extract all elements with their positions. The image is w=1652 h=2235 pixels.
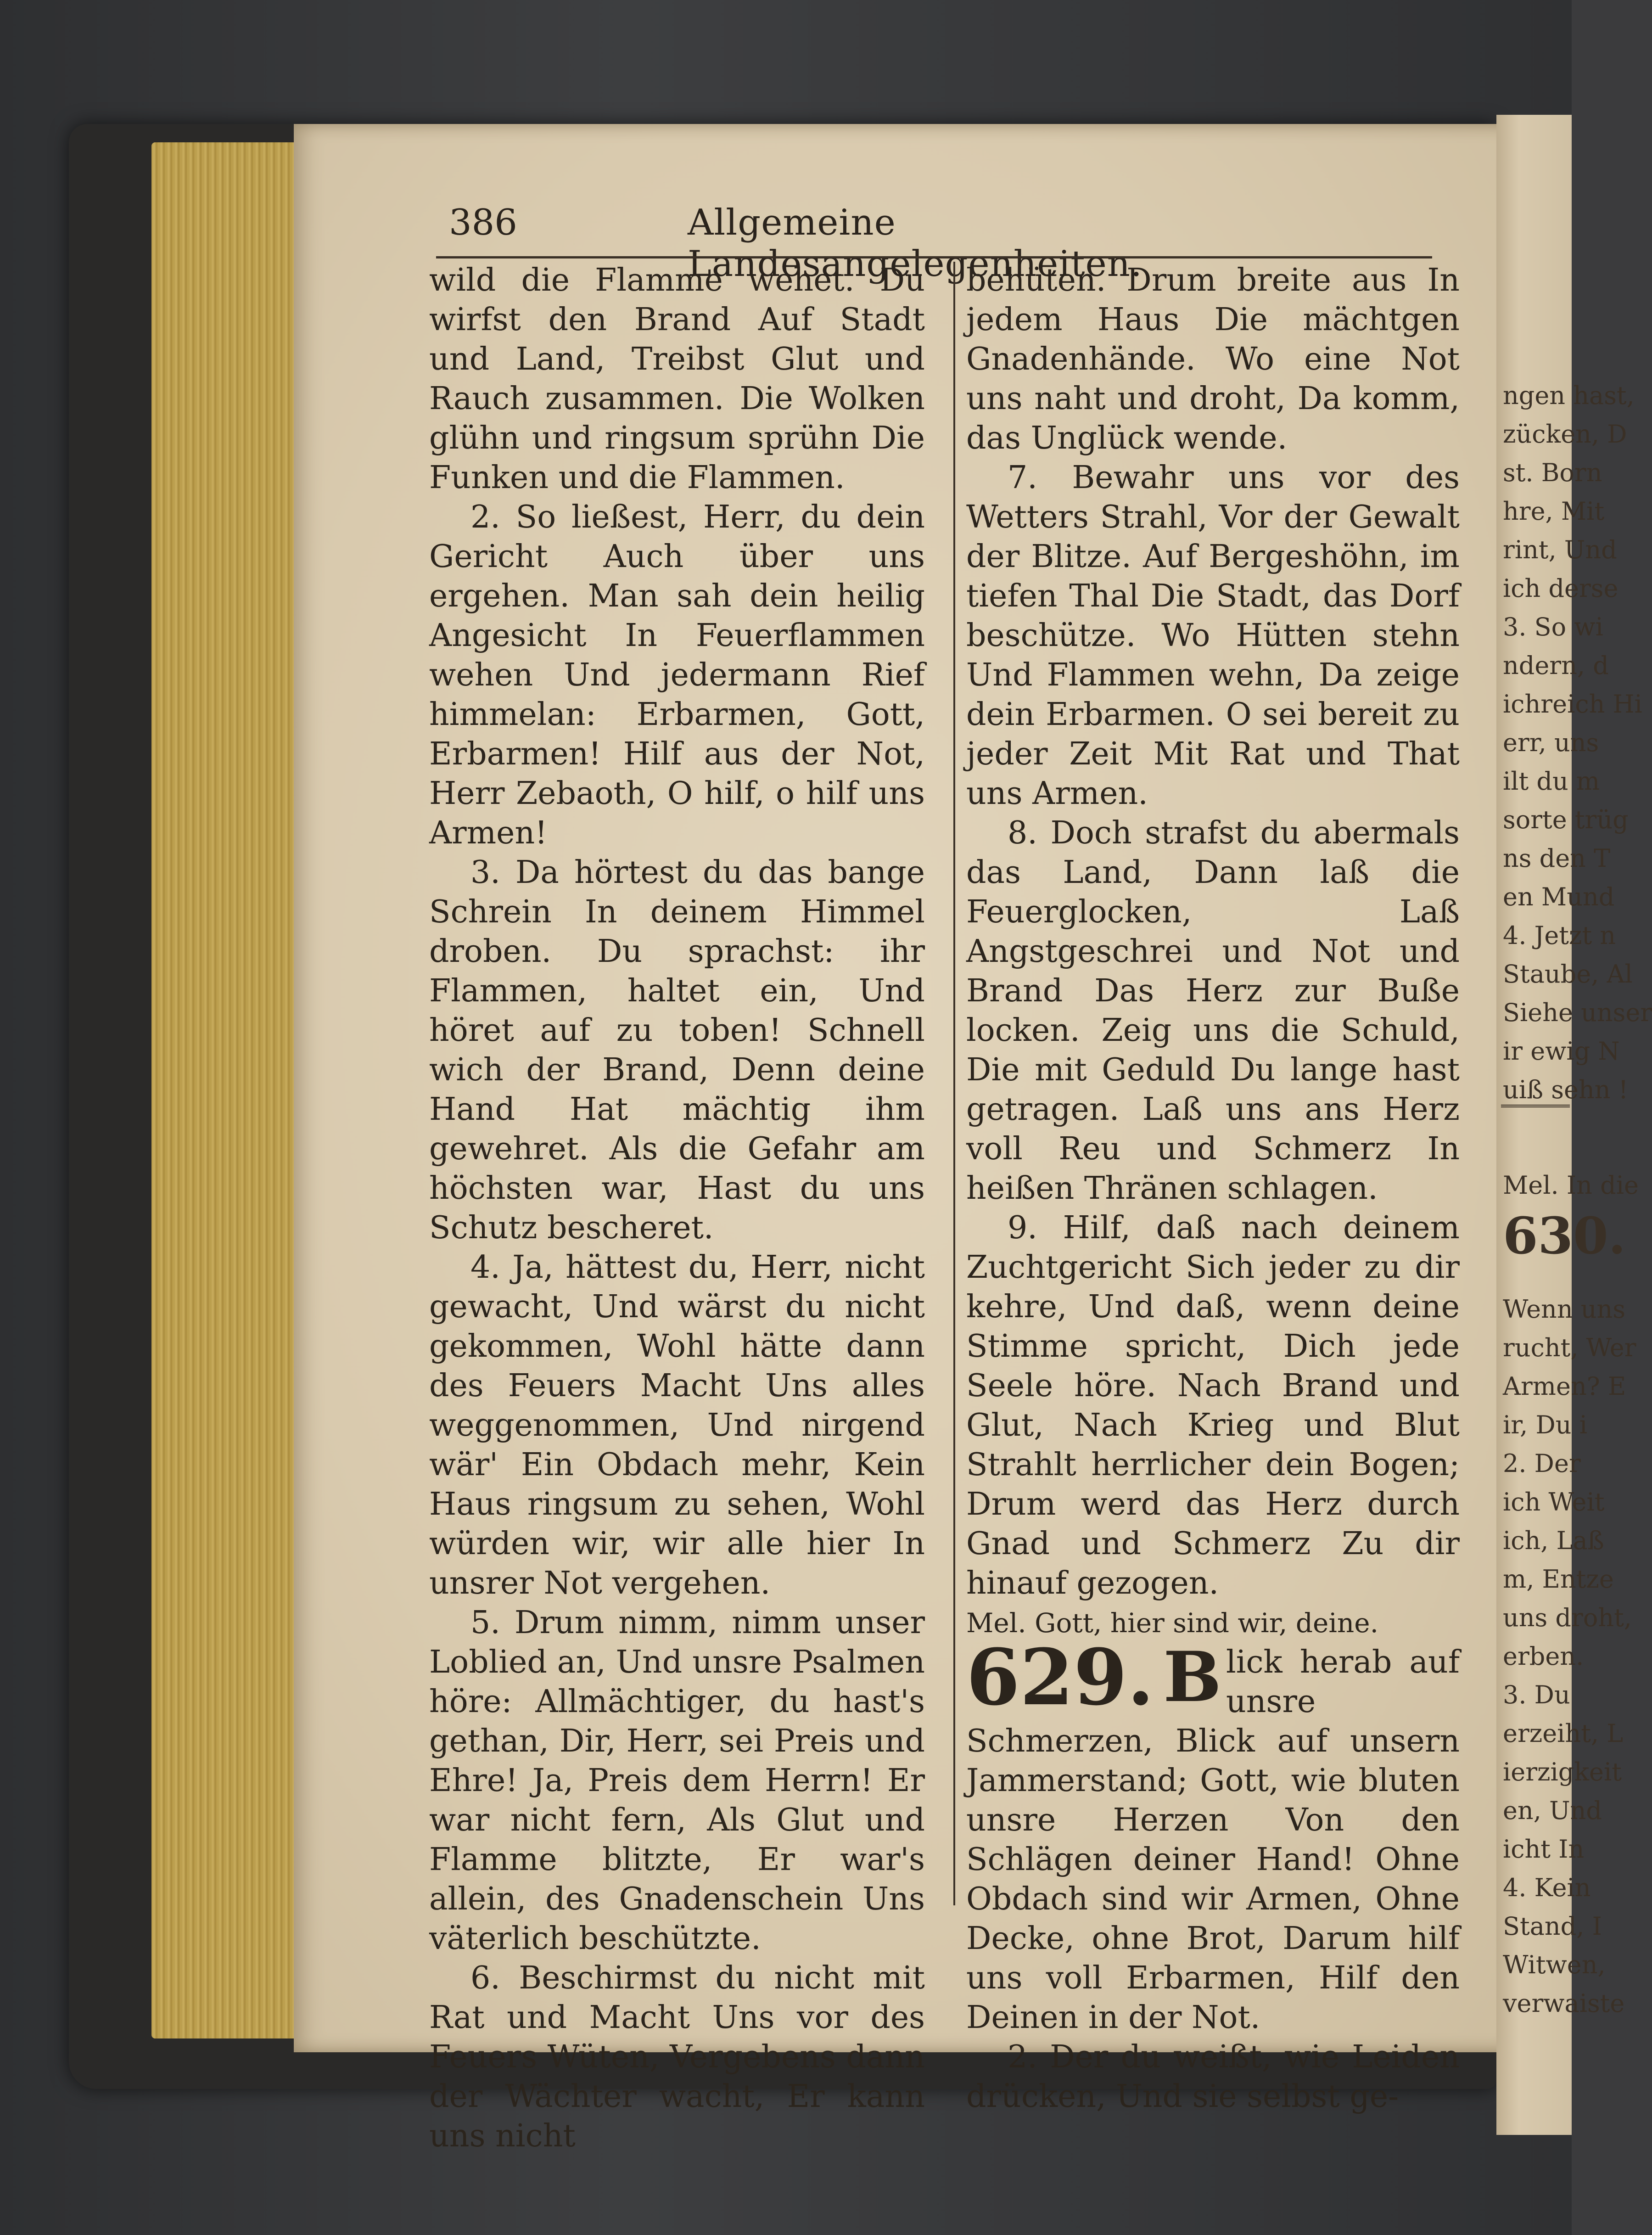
next-page-melody: Mel. In die bbox=[1503, 1171, 1639, 1200]
next-page-fragment: Stand, I bbox=[1503, 1912, 1602, 1941]
next-page-fragment: rucht, Wer bbox=[1503, 1333, 1636, 1362]
next-page-fragment: zücken, D bbox=[1503, 420, 1627, 449]
next-page-edge bbox=[1496, 115, 1652, 2135]
next-page-fragment: Witwen, bbox=[1503, 1950, 1606, 1979]
next-page-fragment: hre, Mit bbox=[1503, 497, 1605, 526]
next-page-fragment: sorte trüg bbox=[1503, 805, 1629, 834]
stanza: 9. Hilf, daß nach deinem Zuchtgericht Sich jeder zu dir kehre, Und daß, wenn deine Stimme spricht, Dich jede Seele höre. Nach Brand und Glut, Nach Krieg und Blut Strahlt herrlicher dein Bogen; Drum werd das Herz durch Gnad und Schmerz Zu dir hinauf gezogen. bbox=[966, 1210, 1460, 1601]
next-page-fragment: uns droht, bbox=[1503, 1603, 1632, 1632]
stanza: wild die Flamme wehet. Du wirfst den Brand Auf Stadt und Land, Treibst Glut und Rauch zusammen. Die Wolken glühn und ringsum sprühn Die Funken und die Flammen. bbox=[429, 262, 925, 496]
next-page-hymn-number: 630. bbox=[1503, 1206, 1626, 1265]
next-page-fragment: ich, Laß bbox=[1503, 1526, 1604, 1555]
next-page-fragment: ichreich Hi bbox=[1503, 690, 1642, 719]
next-page-fragment: ilt du m bbox=[1503, 767, 1600, 796]
right-column-stanzas bbox=[966, 261, 1460, 1603]
hymn-initial: B bbox=[1163, 1637, 1221, 1718]
next-page-fragment: err, uns bbox=[1503, 728, 1599, 757]
left-column bbox=[429, 261, 925, 2156]
next-page-fragment: ndern, d bbox=[1503, 651, 1609, 680]
stanza: 3. Da hörtest du das bange Schrein In deinem Himmel droben. Du sprachst: ihr Flammen, haltet ein, Und höret auf zu toben! Schnell wich der Brand, Denn deine Hand Hat mächtig ihm gewehret. Als die Gefahr am höchsten war, Hast du uns Schutz bescheret. bbox=[429, 854, 925, 1246]
page-number: 386 bbox=[449, 202, 517, 243]
next-page-fragment: en, Und bbox=[1503, 1796, 1602, 1825]
hymn-number: 629. bbox=[966, 1632, 1154, 1723]
next-page-fragment: en Mund bbox=[1503, 882, 1615, 911]
next-page-fragment: ich derse bbox=[1503, 574, 1618, 603]
next-page-fragment: Armen? E bbox=[1503, 1372, 1626, 1401]
column-divider bbox=[953, 262, 955, 1905]
next-page-fragment: erzeiht, L bbox=[1503, 1719, 1624, 1748]
next-page-fragment: Wenn uns bbox=[1503, 1295, 1626, 1324]
next-page-fragment: erben. bbox=[1503, 1642, 1584, 1671]
gilded-page-edges bbox=[151, 142, 303, 2038]
next-page-fragment: ngen hast, bbox=[1503, 381, 1635, 410]
next-page-fragment: verwaiste bbox=[1503, 1989, 1625, 2018]
right-column bbox=[966, 261, 1460, 2117]
next-page-fragment: Siehe unser bbox=[1503, 998, 1652, 1027]
next-page-fragment: ich Weit bbox=[1503, 1488, 1605, 1516]
next-page-fragment: ir, Du i bbox=[1503, 1410, 1587, 1439]
stanza: behüten. Drum breite aus In jedem Haus Die mächtgen Gnadenhände. Wo eine Not uns naht und droht, Da komm, das Unglück wende. bbox=[966, 262, 1460, 456]
next-page-fragment: uiß sehn ! bbox=[1503, 1075, 1629, 1104]
stanza: 8. Doch strafst du abermals das Land, Dann laß die Feuerglocken, Laß Angstgeschrei und Not und Brand Das Herz zur Buße locken. Zeig uns die Schuld, Die mit Geduld Du lange hast getragen. Laß uns ans Herz voll Reu und Schmerz In heißen Thränen schlagen. bbox=[966, 815, 1460, 1207]
header-rule bbox=[436, 256, 1432, 258]
stanza: 2. So ließest, Herr, du dein Gericht Auch über uns ergehen. Man sah dein heilig Angesicht In Feuerflammen wehen Und jedermann Rief himmelan: Erbarmen, Gott, Erbarmen! Hilf aus der Not, Herr Zebaoth, O hilf, o hilf uns Armen! bbox=[429, 499, 925, 851]
next-page-fragment: icht In bbox=[1503, 1835, 1585, 1864]
stanza: 5. Drum nimm, nimm unser Loblied an, Und unsre Psalmen höre: Allmächtiger, du hast's gethan, Dir, Herr, sei Preis und Ehre! Ja, Preis dem Herrn! Er war nicht fern, Als Glut und Flamme blitzte, Er war's allein, des Gnadenschein Uns väterlich beschützte. bbox=[429, 1605, 925, 1957]
next-page-fragment: 3. Du bbox=[1503, 1680, 1570, 1709]
running-title: Allgemeine Landesangelegenheiten. bbox=[688, 202, 1142, 285]
next-page-fragment: 3. So wi bbox=[1503, 612, 1603, 641]
next-page-fragment: 4. Jetzt n bbox=[1503, 921, 1616, 950]
next-page-fragment: st. Born bbox=[1503, 458, 1602, 487]
next-page-fragment: 4. Kein bbox=[1503, 1873, 1591, 1902]
next-page-fragment: ierzigkeit bbox=[1503, 1758, 1622, 1786]
page-header bbox=[449, 202, 1362, 285]
next-page-fragment: m, Entze bbox=[1503, 1565, 1614, 1594]
hymn-first-stanza: lick herab auf unsre Schmerzen, Blick auf unsern Jammerstand; Gott, wie bluten unsre Herzen Von den Schlägen deiner Hand! Ohne Obdach sind wir Armen, Ohne Decke, ohne Brot, Darum hilf uns voll Erbarmen, Hilf den Deinen in der Not. bbox=[966, 1644, 1460, 2036]
hymn-second-stanza: 2. Der du weißt, wie Leiden drücken, Und sie selbst ge- bbox=[966, 2039, 1460, 2115]
melody-line: Mel. Gott, hier sind wir, deine. bbox=[966, 1607, 1379, 1639]
next-page-fragment: Staube, Al bbox=[1503, 960, 1633, 988]
next-page-fragment: rint, Und bbox=[1503, 535, 1617, 564]
stanza: 7. Bewahr uns vor des Wetters Strahl, Vor der Gewalt der Blitze. Auf Bergeshöhn, im tiefen Thal Die Stadt, das Dorf beschütze. Wo Hütten stehn Und Flammen wehn, Da zeige dein Erbarmen. O sei bereit zu jeder Zeit Mit Rat und That uns Armen. bbox=[966, 460, 1460, 812]
next-page-fragment: 2. Der bbox=[1503, 1449, 1581, 1478]
stanza: 4. Ja, hättest du, Herr, nicht gewacht, Und wärst du nicht gekommen, Wohl hätte dann des Feuers Macht Uns alles weggenommen, Und nirgend wär' Ein Obdach mehr, Kein Haus ringsum zu sehen, Wohl würden wir, wir alle hier In unsrer Not vergehen. bbox=[429, 1249, 925, 1601]
hymn-629 bbox=[966, 1632, 1460, 2038]
next-page-fragment: ns den T bbox=[1503, 844, 1611, 873]
next-page-fragment: ir ewig N bbox=[1503, 1037, 1620, 1066]
stanza: 6. Beschirmst du nicht mit Rat und Macht Uns vor des Feuers Wüten, Vergebens dann der Wächter wacht, Er kann uns nicht bbox=[429, 1960, 925, 2154]
